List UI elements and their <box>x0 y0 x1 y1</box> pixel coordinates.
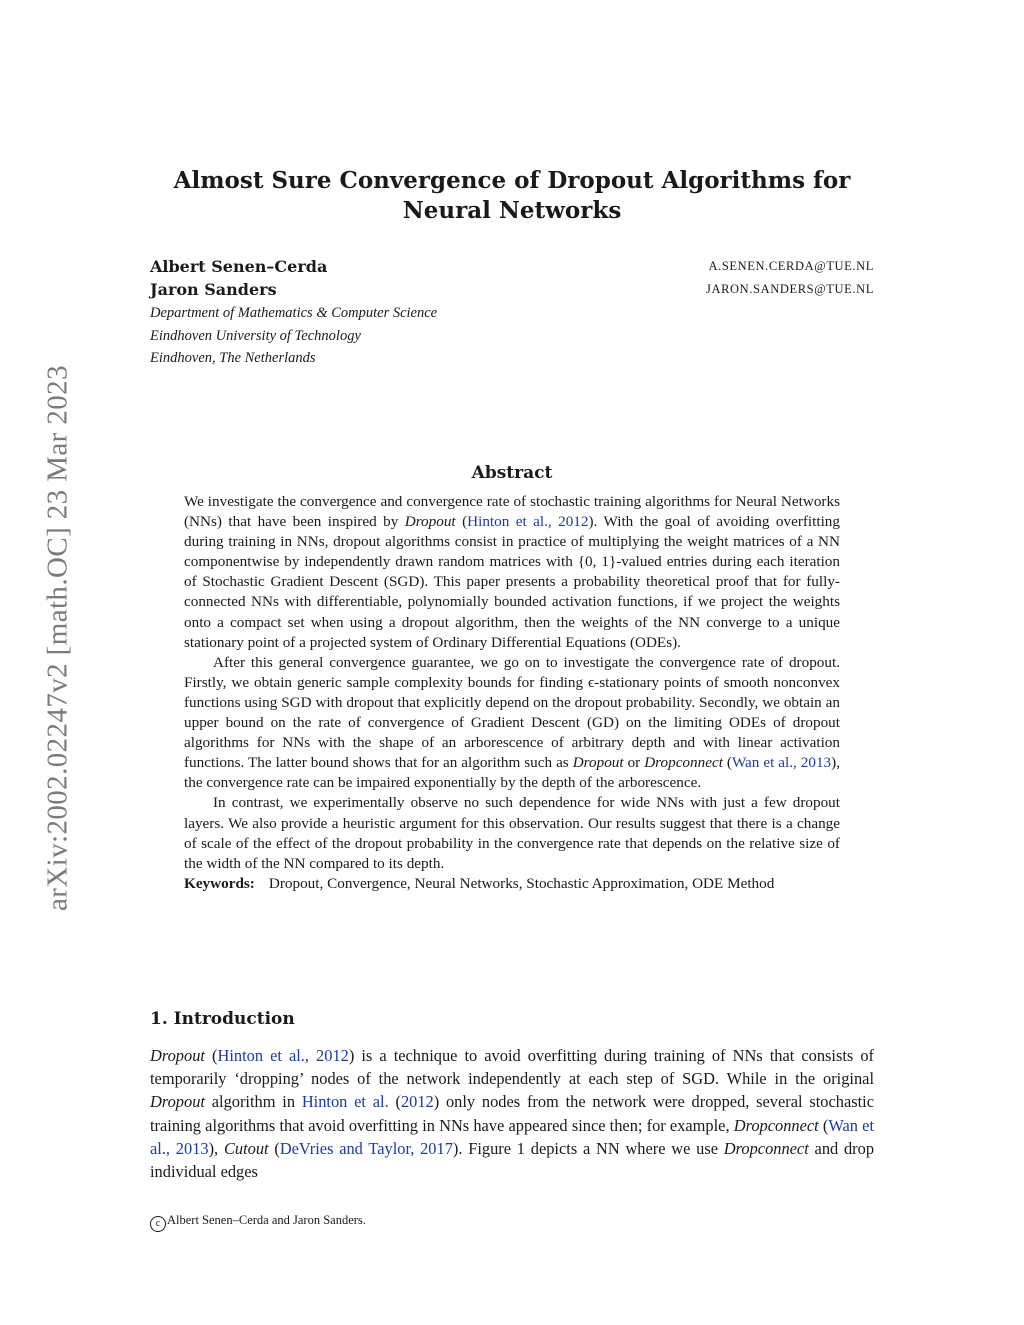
citation-link[interactable]: Hinton et al. <box>301 1092 389 1112</box>
citation-link[interactable]: Wan et al., 2013 <box>150 1115 874 1158</box>
keywords <box>184 874 840 894</box>
citation-link[interactable]: Hinton et al., 2012 <box>217 1046 349 1065</box>
abstract-heading: Abstract <box>471 463 553 483</box>
citation-link[interactable]: DeVries and Taylor, 2017 <box>279 1138 453 1158</box>
keywords-list: Dropout, Convergence, Neural Networks, Stochastic Approximation, ODE Method <box>268 874 775 892</box>
abstract-paragraph: We investigate the convergence and convergence rate of stochastic training algorithms for Neural Networks (NNs) that have been inspired by Dropout (Hinton et al., 2012). With the goal of avoiding overfitting during training in NNs, dropout algorithms consist in practice of multiplying the weight matrices of a NN componentwise by independently drawn random matrices with {0, 1}-valued entries during each iteration of Stochastic Gradient Descent (SGD). This paper presents a probability theoretical proof that for fully-connected NNs with differentiable, polynomially bounded activation functions, if we project the weights onto a compact set when using a dropout algorithm, then the weights of the NN converge to a unique stationary point of a projected system of Ordinary Differential Equations (ODEs). <box>184 493 840 651</box>
paper-title: Almost Sure Convergence of Dropout Algorithms for Neural Networks <box>173 167 851 224</box>
copyright-notice <box>150 1213 366 1232</box>
abstract-paragraph: After this general convergence guarantee, we go on to investigate the convergence rate of dropout. Firstly, we obtain generic sample complexity bounds for finding ϵ-stationary points of smooth nonconvex functions using SGD with dropout that explicitly depend on the dropout probability. Secondly, we obtain an upper bound on the rate of convergence of Gradient Descent (GD) on the limiting ODEs of dropout algorithms for NNs with the shape of an arborescence of arbitrary depth and with linear activation functions. The latter bound shows that for an algorithm such as Dropout or Dropconnect (Wan et al., 2013), the convergence rate can be impaired exponentially by the depth of the arborescence. <box>184 653 841 792</box>
author-email[interactable]: A.SENEN.CERDA@TUE.NL <box>708 259 874 273</box>
author-row <box>150 280 874 302</box>
citation-link[interactable]: Wan et al., 2013 <box>731 754 832 772</box>
introduction-paragraph: Dropout (Hinton et al., 2012) is a technique to avoid overfitting during training of NNs that consists of temporarily ‘dropping’ nodes of the network independently at each step of SGD. While in the original Dropout algorithm in Hinton et al. (2012) only nodes from the network were dropped, several stochastic training algorithms that avoid overfitting in NNs have appeared since then; for example, Dropconnect (Wan et al., 2013), Cutout (DeVries and Taylor, 2017). Figure 1 depicts a NN where we use Dropconnect and drop individual edges <box>150 1046 875 1182</box>
section-heading: 1. Introduction <box>150 1009 295 1029</box>
affiliation-location: Eindhoven, The Netherlands <box>150 350 316 366</box>
affiliation-university: Eindhoven University of Technology <box>150 328 361 344</box>
author-name: Jaron Sanders <box>150 280 277 299</box>
introduction-body <box>150 1044 874 1183</box>
author-name: Albert Senen–Cerda <box>150 257 328 276</box>
copyright-icon: c <box>150 1216 166 1232</box>
abstract-body <box>184 492 840 894</box>
arxiv-identifier: arXiv:2002.02247v2 [math.OC] 23 Mar 2023 <box>41 365 74 911</box>
author-email[interactable]: JARON.SANDERS@TUE.NL <box>706 282 874 296</box>
author-row <box>150 257 874 279</box>
affiliation-department: Department of Mathematics & Computer Science <box>150 305 438 321</box>
abstract-paragraph: In contrast, we experimentally observe no such dependence for wide NNs with just a few dropout layers. We also provide a heuristic argument for this observation. Our results suggest that there is a change of scale of the effect of the dropout probability in the convergence rate that depends on the relative size of the width of the NN compared to its depth. <box>184 794 840 872</box>
copyright-text: Albert Senen–Cerda and Jaron Sanders. <box>167 1213 366 1227</box>
keywords-label: Keywords: <box>184 874 255 892</box>
citation-link[interactable]: Hinton et al., 2012 <box>467 513 589 531</box>
citation-link[interactable]: 2012 <box>400 1092 434 1112</box>
